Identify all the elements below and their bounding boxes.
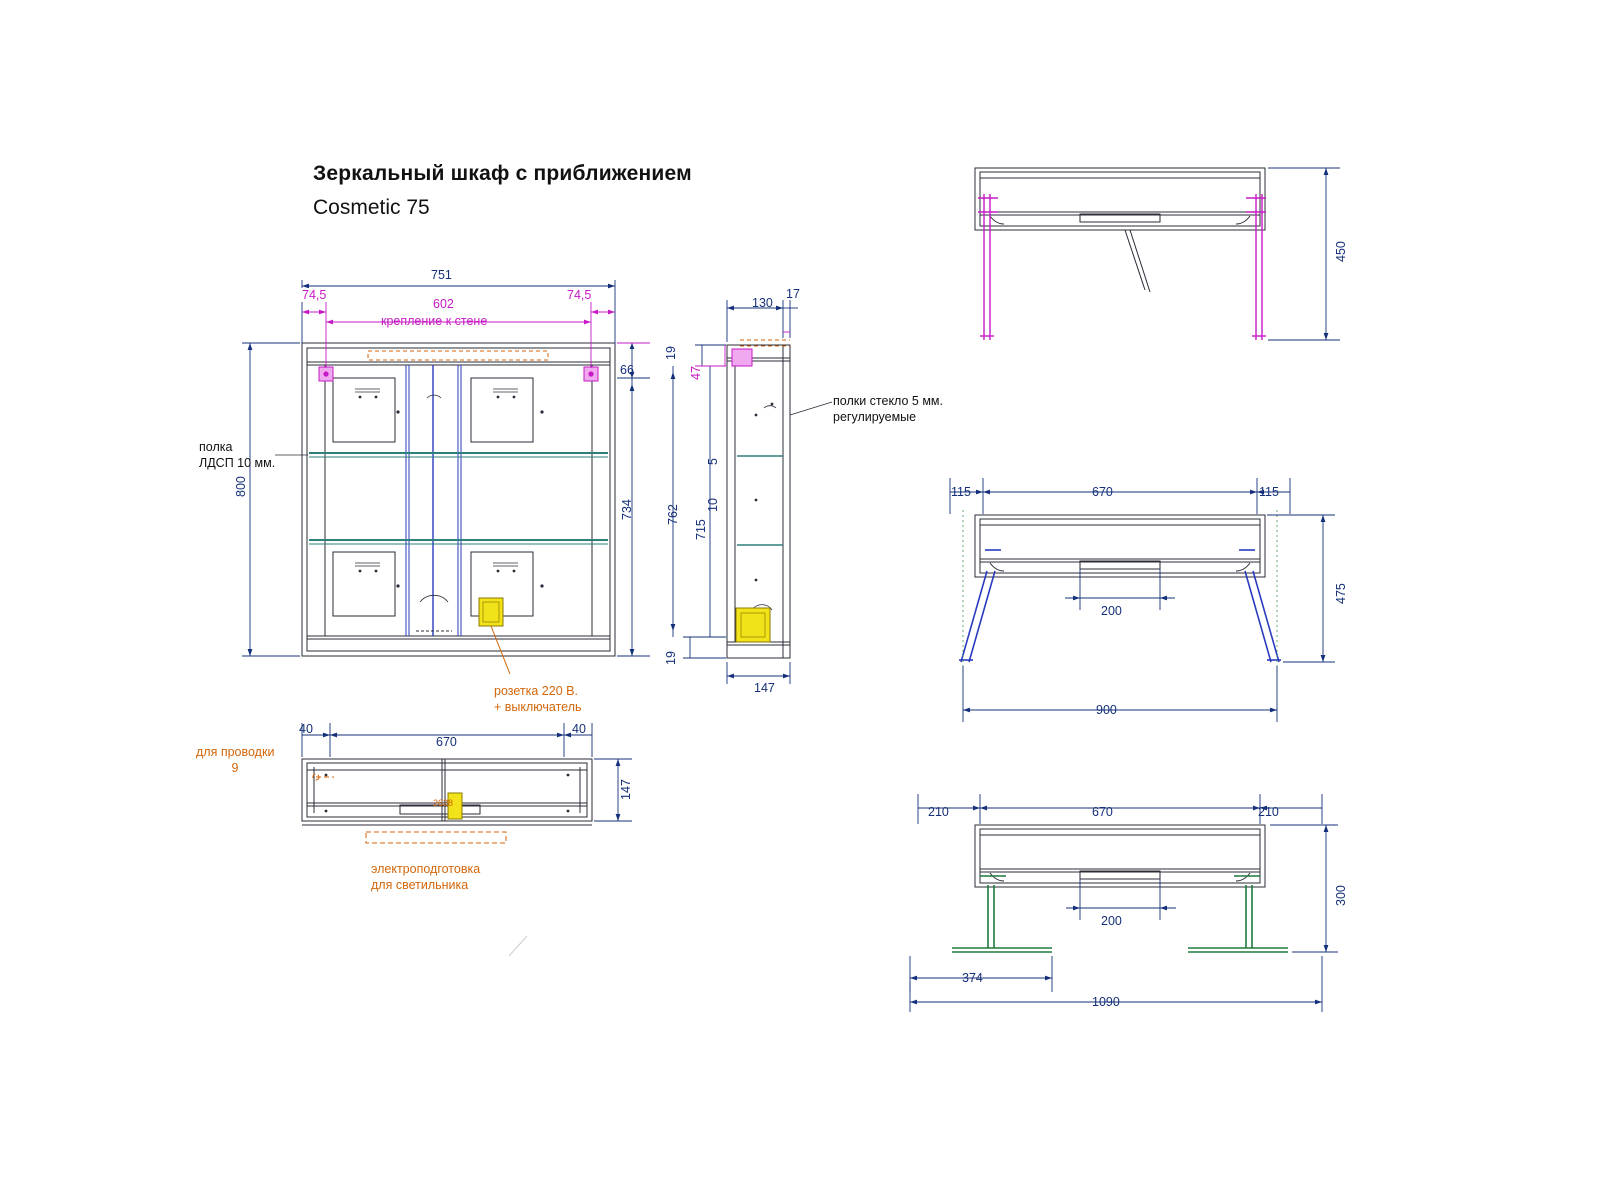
dim-side-10: 10 [706, 498, 720, 512]
right-mid-view [915, 470, 1355, 750]
note-shelf-ldsp [199, 440, 275, 471]
note-socket-line2: + выключатель [494, 700, 582, 715]
dim-rb-sub: 374 [962, 971, 983, 985]
dim-front-right-mount: 74,5 [567, 288, 592, 302]
dim-rt-height: 450 [1334, 241, 1348, 262]
dim-top-right: 40 [572, 722, 586, 736]
note-glass-shelves-line2: регулируемые [833, 409, 917, 424]
note-wall-mount: крепление к стене [381, 314, 488, 328]
dim-front-top: 66 [620, 363, 634, 377]
dim-front-total-width: 751 [431, 268, 452, 282]
note-wiring-line1: для проводки [196, 745, 275, 759]
page-title: Зеркальный шкаф с приближением [313, 162, 692, 185]
dim-rb-total: 1090 [1092, 995, 1120, 1009]
dim-side-depth-bottom: 147 [754, 681, 775, 695]
page-subtitle: Cosmetic 75 [313, 196, 430, 219]
note-shelf-ldsp-line1: полка [199, 440, 233, 454]
dim-side-47: 47 [689, 366, 703, 380]
dim-rb-left: 210 [928, 805, 949, 819]
dim-rm-inner: 200 [1101, 604, 1122, 618]
dim-side-715: 715 [694, 519, 708, 540]
note-wiring-hole: 9 [231, 761, 239, 776]
dim-rm-center: 670 [1092, 485, 1113, 499]
right-bottom-view [880, 790, 1350, 1020]
note-socket-line1: розетка 220 В. [494, 684, 578, 698]
dim-front-left-mount: 74,5 [302, 288, 327, 302]
dim-rm-right: 115 [1259, 485, 1279, 499]
dim-rb-height: 300 [1334, 885, 1348, 906]
dim-side-lip: 17 [786, 287, 800, 301]
dim-top-left: 40 [299, 722, 313, 736]
dim-rm-height: 475 [1334, 583, 1348, 604]
dim-rm-left: 115 [951, 485, 971, 499]
note-socket [494, 683, 582, 716]
dim-side-762: 762 [666, 504, 680, 525]
dim-rm-bottom: 900 [1096, 703, 1117, 717]
note-shelf-ldsp-line2: ЛДСП 10 мм. [199, 455, 276, 470]
stray-mark [505, 930, 535, 960]
note-electro-line2: для светильника [371, 878, 469, 893]
dim-front-height: 800 [234, 476, 248, 497]
note-glass-shelves [833, 394, 943, 425]
dim-rb-center: 670 [1092, 805, 1113, 819]
dim-side-bottom-19: 19 [664, 651, 678, 665]
note-wiring [196, 744, 274, 777]
note-electro-small: 2628 [433, 798, 454, 808]
dim-front-mount-span: 602 [430, 297, 457, 311]
dim-side-depth-top: 130 [752, 296, 773, 310]
dim-top-center: 670 [436, 735, 457, 749]
dim-side-top-19: 19 [664, 346, 678, 360]
dim-rb-right: 210 [1258, 805, 1279, 819]
dim-side-5: 5 [706, 458, 720, 465]
right-top-view [940, 150, 1360, 380]
note-electro [371, 861, 480, 894]
dim-rb-inner: 200 [1101, 914, 1122, 928]
side-view [640, 280, 870, 700]
dim-front-inner-height: 734 [620, 499, 634, 520]
dim-top-depth: 147 [619, 779, 633, 800]
note-electro-line1: электроподготовка [371, 862, 481, 876]
note-glass-shelves-line1: полки стекло 5 мм. [833, 394, 944, 408]
